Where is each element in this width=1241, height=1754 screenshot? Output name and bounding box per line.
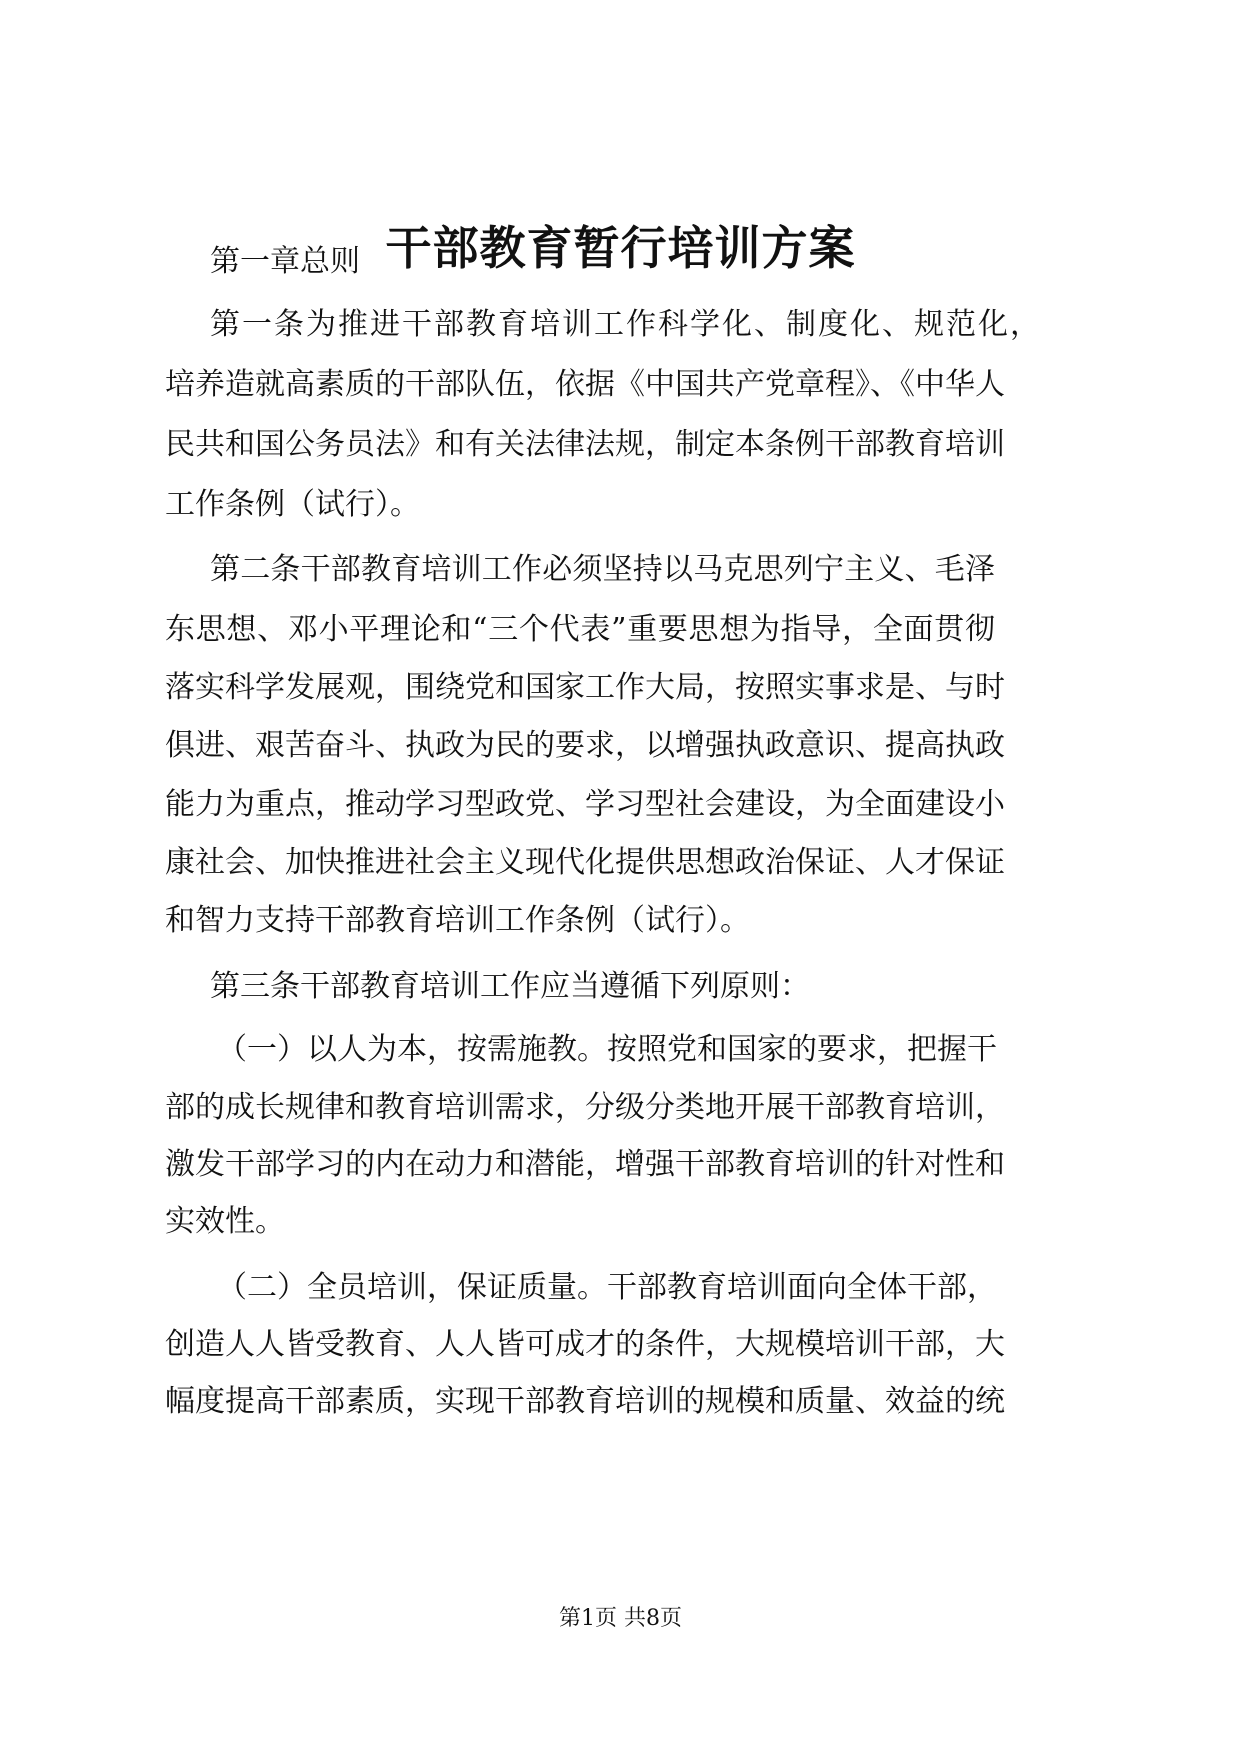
chapter-heading: 第一章总则	[210, 244, 360, 279]
paragraph-line: 和智力支持干部教育培训工作条例（试行）。	[165, 903, 750, 938]
paragraph-line: 创造人人皆受教育、人人皆可成才的条件，大规模培训干部，大	[165, 1327, 1005, 1362]
paragraph-line: 民共和国公务员法》和有关法律法规，制定本条例干部教育培训	[165, 427, 1005, 462]
paragraph-line: （二）全员培训，保证质量。干部教育培训面向全体干部，	[217, 1270, 997, 1305]
paragraph-line: 第二条干部教育培训工作必须坚持以马克思列宁主义、毛泽	[210, 552, 995, 587]
document-title: 干部教育暂行培训方案	[385, 221, 856, 275]
paragraph-line: 部的成长规律和教育培训需求，分级分类地开展干部教育培训，	[165, 1090, 1005, 1125]
paragraph-line: 幅度提高干部素质，实现干部教育培训的规模和质量、效益的统	[165, 1384, 1005, 1419]
paragraph-line: 第一条为推进干部教育培训工作科学化、制度化、规范化，	[210, 307, 1040, 342]
paragraph-line: 第三条干部教育培训工作应当遵循下列原则：	[210, 969, 810, 1004]
paragraph-line: 东思想、邓小平理论和“三个代表”重要思想为指导，全面贯彻	[165, 612, 995, 647]
paragraph-line: 俱进、艰苦奋斗、执政为民的要求，以增强执政意识、提高执政	[165, 728, 1005, 763]
paragraph-line: 工作条例（试行）。	[165, 487, 420, 522]
paragraph-line: （一）以人为本，按需施教。按照党和国家的要求，把握干	[217, 1032, 997, 1067]
paragraph-line: 落实科学发展观，围绕党和国家工作大局，按照实事求是、与时	[165, 670, 1005, 705]
paragraph-line: 康社会、加快推进社会主义现代化提供思想政治保证、人才保证	[165, 845, 1005, 880]
paragraph-line: 实效性。	[165, 1204, 285, 1239]
paragraph-line: 激发干部学习的内在动力和潜能，增强干部教育培训的针对性和	[165, 1147, 1005, 1182]
paragraph-line: 培养造就高素质的干部队伍，依据《中国共产党章程》、《中华人	[165, 367, 1005, 402]
paragraph-line: 能力为重点，推动学习型政党、学习型社会建设，为全面建设小	[165, 787, 1005, 822]
page-number-footer: 第1页 共8页	[559, 1606, 682, 1631]
